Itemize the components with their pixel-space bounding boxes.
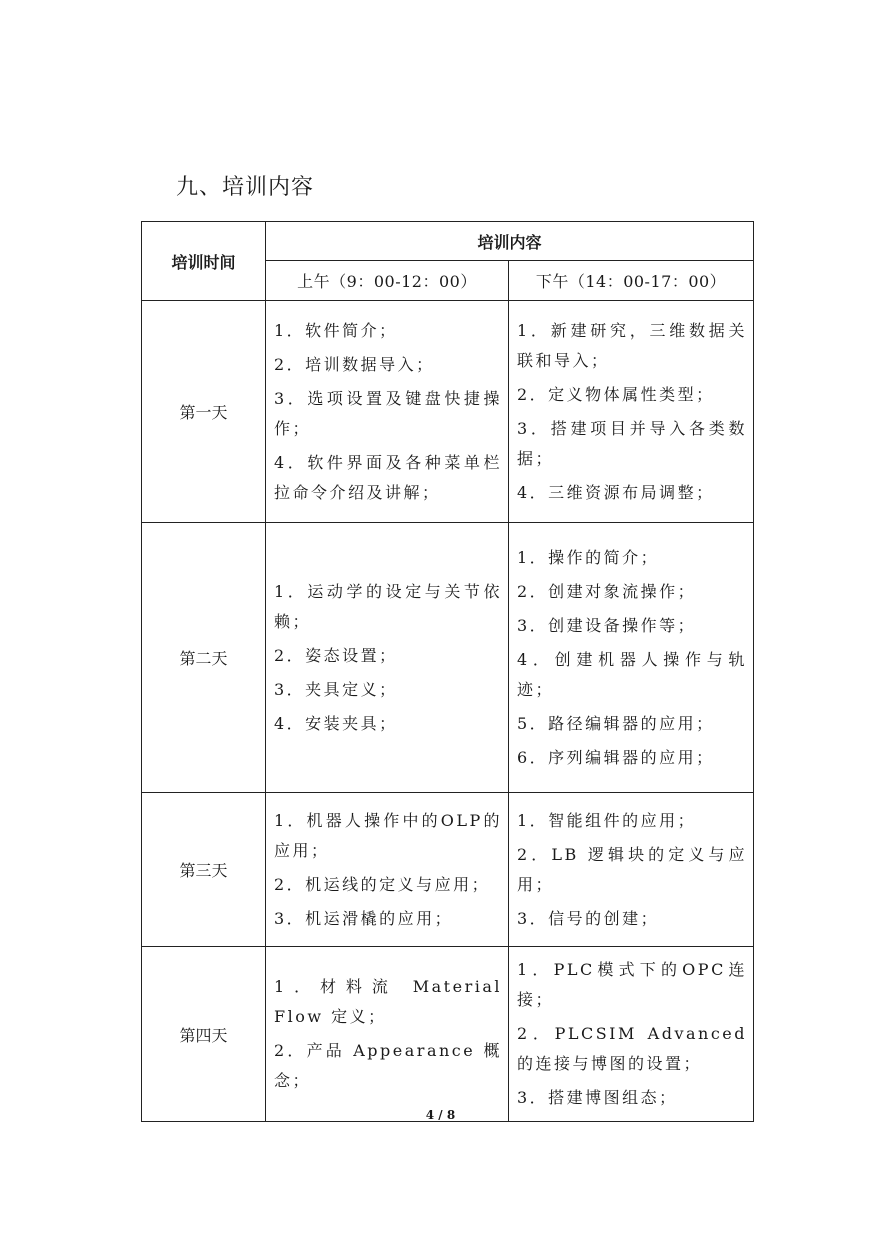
list-item: 3．创建设备操作等； — [517, 615, 697, 635]
list-item: 1．操作的简介； — [517, 547, 660, 567]
header-morning: 上午（9：00-12：00） — [266, 261, 509, 301]
morning-items — [266, 523, 509, 793]
list-item: 3．搭建项目并导入各类数据； — [517, 418, 748, 468]
header-afternoon: 下午（14：00-17：00） — [509, 261, 754, 301]
list-item: 5．路径编辑器的应用； — [517, 713, 715, 733]
list-item: 3．信号的创建； — [517, 908, 660, 928]
section-title: 九、培训内容 — [176, 175, 315, 200]
list-item: 6．序列编辑器的应用； — [517, 747, 715, 767]
list-item: 2．培训数据导入； — [274, 354, 435, 374]
page-number: 4 / 8 — [425, 1108, 456, 1122]
list-item: 1．运动学的设定与关节依赖； — [274, 581, 502, 631]
list-item: 1．机器人操作中的OLP的应用； — [274, 810, 502, 860]
list-item: 3．夹具定义； — [274, 679, 398, 699]
list-item: 1．新建研究，三维数据关联和导入； — [517, 320, 748, 370]
list-item: 1．PLC模式下的OPC连接； — [517, 960, 748, 1009]
list-item: 4．创建机器人操作与轨迹； — [517, 649, 748, 699]
list-item: 1．智能组件的应用； — [517, 810, 697, 830]
list-item: 4．软件界面及各种菜单栏拉命令介绍及讲解； — [274, 452, 502, 502]
list-item: 2．机运线的定义与应用； — [274, 874, 491, 894]
list-item: 4．三维资源布局调整； — [517, 482, 715, 502]
table-row-day-2 — [142, 523, 754, 793]
afternoon-items — [509, 793, 754, 947]
header-training-time: 培训时间 — [142, 222, 266, 301]
morning-items — [266, 947, 509, 1122]
list-item: 2．姿态设置； — [274, 645, 398, 665]
afternoon-items — [509, 523, 754, 793]
list-item: 2．定义物体属性类型； — [517, 384, 715, 404]
training-schedule-table — [141, 221, 754, 1122]
day-label: 第二天 — [142, 523, 266, 793]
day-label: 第四天 — [142, 947, 266, 1122]
morning-items — [266, 301, 509, 523]
table-row-day-4 — [142, 947, 754, 1122]
table-row-day-1 — [142, 301, 754, 523]
list-item: 2．LB 逻辑块的定义与应用； — [517, 844, 748, 894]
list-item: 4．安装夹具； — [274, 713, 398, 733]
day-label: 第一天 — [142, 301, 266, 523]
afternoon-items — [509, 947, 754, 1122]
afternoon-items — [509, 301, 754, 523]
list-item: 2．创建对象流操作； — [517, 581, 697, 601]
table-row-day-3 — [142, 793, 754, 947]
morning-items — [266, 793, 509, 947]
list-item: 2．PLCSIM Advanced 的连接与博图的设置； — [517, 1024, 748, 1073]
list-item: 3．搭建博图组态； — [517, 1088, 678, 1107]
list-item: 3．选项设置及键盘快捷操作； — [274, 388, 502, 438]
header-training-content: 培训内容 — [266, 222, 754, 261]
day-label: 第三天 — [142, 793, 266, 947]
list-item: 2．产品 Appearance 概念； — [274, 1041, 502, 1090]
list-item: 3．机运滑橇的应用； — [274, 908, 454, 928]
list-item: 1．材料流 Material Flow 定义； — [274, 977, 502, 1026]
list-item: 1．软件简介； — [274, 320, 398, 340]
